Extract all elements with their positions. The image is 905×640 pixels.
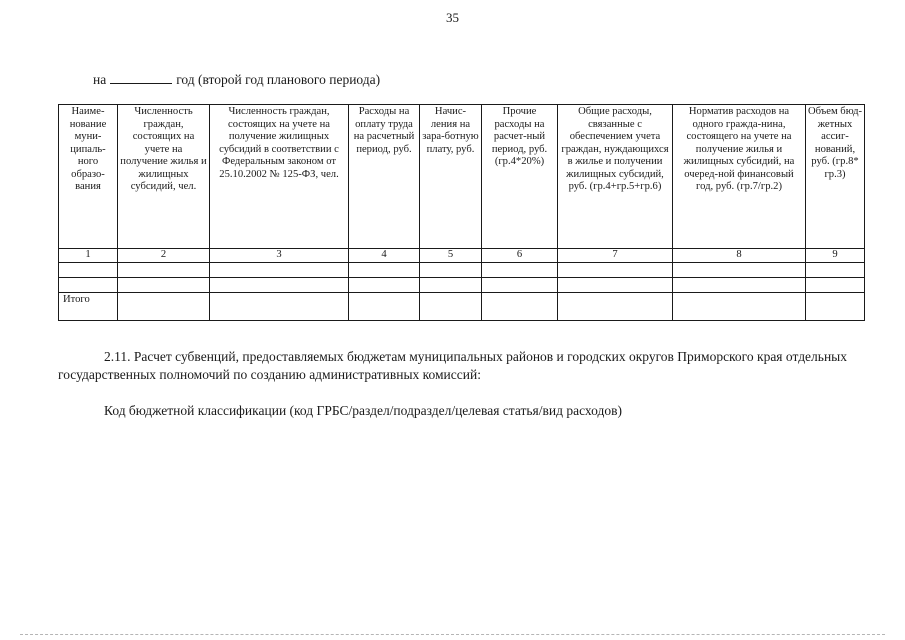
total-row [59, 293, 865, 321]
empty-cell [673, 278, 806, 293]
column-number: 2 [118, 249, 210, 263]
column-number: 7 [558, 249, 673, 263]
section-2-11-paragraph: 2.11. Расчет субвенций, предоставляемых бюджетам муниципальных районов и городских округов Приморского края отдельных государственных полномочий по созданию административных комиссий: [58, 349, 847, 382]
empty-cell [210, 278, 349, 293]
empty-cell [349, 263, 420, 278]
empty-cell [349, 278, 420, 293]
column-number: 1 [59, 249, 118, 263]
column-number: 8 [673, 249, 806, 263]
period-suffix: год (второй год планового периода) [176, 72, 381, 87]
empty-cell [210, 293, 349, 321]
column-number: 3 [210, 249, 349, 263]
empty-cell [806, 293, 865, 321]
empty-cell [420, 278, 482, 293]
column-number-row [59, 249, 865, 263]
empty-cell [59, 278, 118, 293]
column-number: 5 [420, 249, 482, 263]
total-label: Итого [59, 293, 118, 321]
header-other-costs: Прочие расходы на расчет-ный период, руб. (гр.4*20%) [482, 105, 558, 249]
empty-cell [118, 278, 210, 293]
page-number: 35 [446, 10, 459, 25]
empty-cell [673, 263, 806, 278]
header-cost-norm: Норматив расходов на одного гражда-нина, состоящего на учете на получение жилья и жилищных субсидий, на очеред-ной финансовый год, руб. (гр.7/гр.2) [673, 105, 806, 249]
table-header-row [59, 105, 865, 249]
scan-bottom-edge [20, 634, 885, 635]
empty-cell [482, 278, 558, 293]
header-total-costs: Общие расходы, связанные с обеспечением учета граждан, нуждающихся в жилье и получении жилищных субсидий, руб. (гр.4+гр.5+гр.6) [558, 105, 673, 249]
empty-cell [558, 293, 673, 321]
empty-cell [210, 263, 349, 278]
empty-cell [420, 293, 482, 321]
empty-cell [482, 293, 558, 321]
period-prefix: на [93, 72, 107, 87]
column-number: 6 [482, 249, 558, 263]
header-citizens-housing: Численность граждан, состоящих на учете на получение жилья и жилищных субсидий, чел. [118, 105, 210, 249]
table-row [59, 263, 865, 278]
subvention-calculation-table [58, 104, 865, 321]
header-municipality: Наиме-нование муни-ципаль-ного образо-вания [59, 105, 118, 249]
empty-cell [118, 293, 210, 321]
empty-cell [558, 263, 673, 278]
budget-code-paragraph: Код бюджетной классификации (код ГРБС/раздел/подраздел/целевая статья/вид расходов) [104, 403, 622, 418]
empty-cell [558, 278, 673, 293]
empty-cell [118, 263, 210, 278]
empty-cell [420, 263, 482, 278]
header-budget-volume: Объем бюд-жетных ассиг-нований, руб. (гр.8* гр.3) [806, 105, 865, 249]
year-blank-line [110, 73, 172, 84]
empty-cell [349, 293, 420, 321]
header-payroll-accruals: Начис-ления на зара-ботную плату, руб. [420, 105, 482, 249]
empty-cell [806, 263, 865, 278]
period-line [93, 72, 380, 88]
empty-cell [673, 293, 806, 321]
header-citizens-federal-law: Численность граждан, состоящих на учете на получение жилищных субсидий в соответствии с Федеральным законом от 25.10.2002 № 125-ФЗ, чел. [210, 105, 349, 249]
table-row [59, 278, 865, 293]
empty-cell [482, 263, 558, 278]
empty-cell [59, 263, 118, 278]
column-number: 9 [806, 249, 865, 263]
column-number: 4 [349, 249, 420, 263]
header-labor-costs: Расходы на оплату труда на расчетный период, руб. [349, 105, 420, 249]
empty-cell [806, 278, 865, 293]
